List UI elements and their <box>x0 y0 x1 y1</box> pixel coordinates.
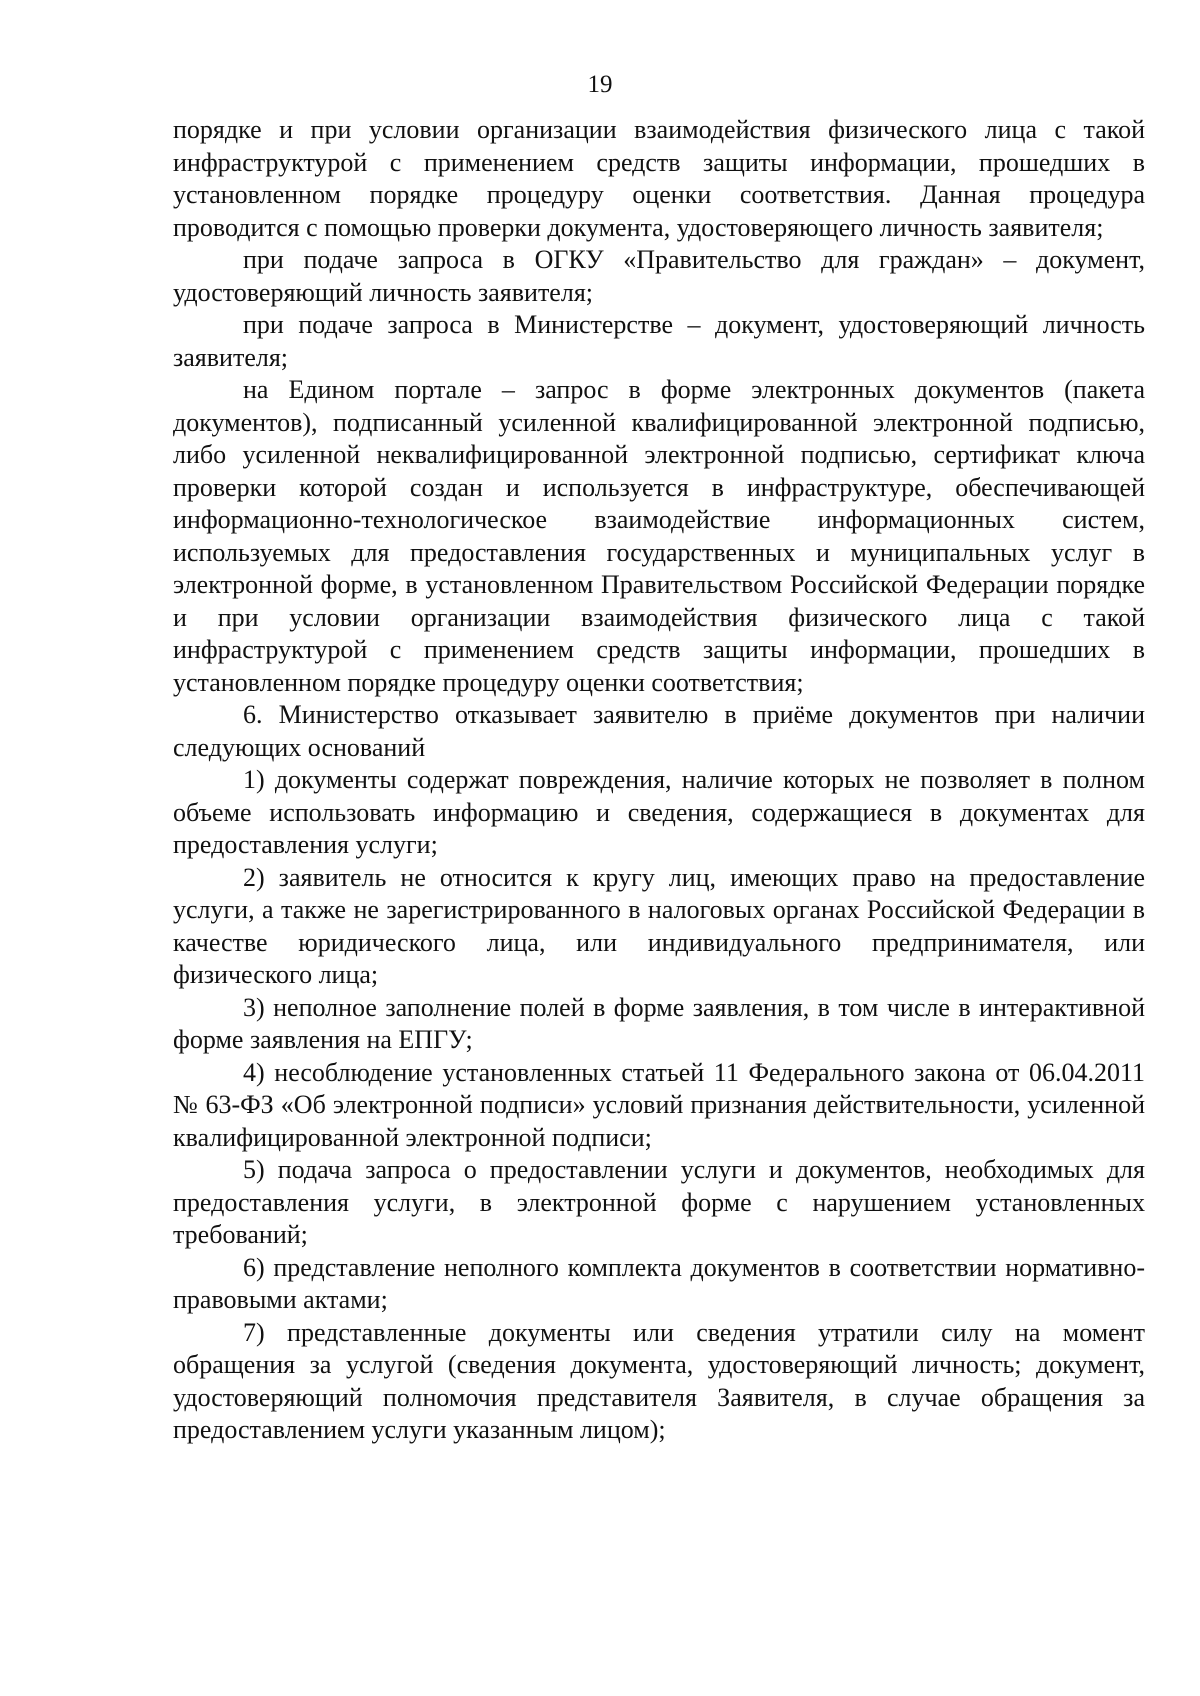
document-body <box>173 114 1145 1447</box>
page-number: 19 <box>587 71 613 98</box>
paragraph: порядке и при условии организации взаимодействия физического лица с такой инфраструктурой с применением средств защиты информации, прошедших в установленном порядке процедуру оценки соответствия. Данная процедура проводится с помощью проверки документа, удостоверяющего личность заявителя; <box>173 115 1145 242</box>
list-item: 6) представление неполного комплекта документов в соответствии нормативно-правовыми актами; <box>173 1252 1145 1314</box>
list-item: 4) несоблюдение установленных статьей 11 Федерального закона от 06.04.2011 № 63-ФЗ «Об электронной подписи» условий признания действительности, усиленной квалифицированной электронной подписи; <box>173 1057 1145 1152</box>
list-item: 3) неполное заполнение полей в форме заявления, в том числе в интерактивной форме заявления на ЕПГУ; <box>173 992 1145 1054</box>
paragraph: при подаче запроса в Министерстве – документ, удостоверяющий личность заявителя; <box>173 310 1145 372</box>
list-item: 2) заявитель не относится к кругу лиц, имеющих право на предоставление услуги, а также не зарегистрированного в налоговых органах Российской Федерации в качестве юридического лица, или индивидуального предпринимателя, или физического лица; <box>173 862 1145 989</box>
list-item: 1) документы содержат повреждения, наличие которых не позволяет в полном объеме использовать информацию и сведения, содержащиеся в документах для предоставления услуги; <box>173 765 1145 859</box>
paragraph: 6. Министерство отказывает заявителю в приёме документов при наличии следующих оснований <box>173 700 1145 762</box>
list-item: 7) представленные документы или сведения утратили силу на момент обращения за услугой (сведения документа, удостоверяющий личность; документ, удостоверяющий полномочия представителя Заявителя, в случае обращения за предоставлением услуги указанным лицом); <box>173 1317 1145 1444</box>
paragraph: при подаче запроса в ОГКУ «Правительство для граждан» – документ, удостоверяющий личность заявителя; <box>173 245 1145 307</box>
paragraph: на Едином портале – запрос в форме электронных документов (пакета документов), подписанный усиленной квалифицированной электронной подписью, либо усиленной неквалифицированной электронной подписью, сертификат ключа проверки которой создан и используется в инфраструктуре, обеспечивающей информационно-технологическое взаимодействие информационных систем, используемых для предоставления государственных и муниципальных услуг в электронной форме, в установленном Правительством Российской Федерации порядке и при условии организации взаимодействия физического лица с такой инфраструктурой с применением средств защиты информации, прошедших в установленном порядке процедуру оценки соответствия; <box>173 375 1145 697</box>
list-item: 5) подача запроса о предоставлении услуги и документов, необходимых для предоставления услуги, в электронной форме с нарушением установленных требований; <box>173 1155 1145 1249</box>
